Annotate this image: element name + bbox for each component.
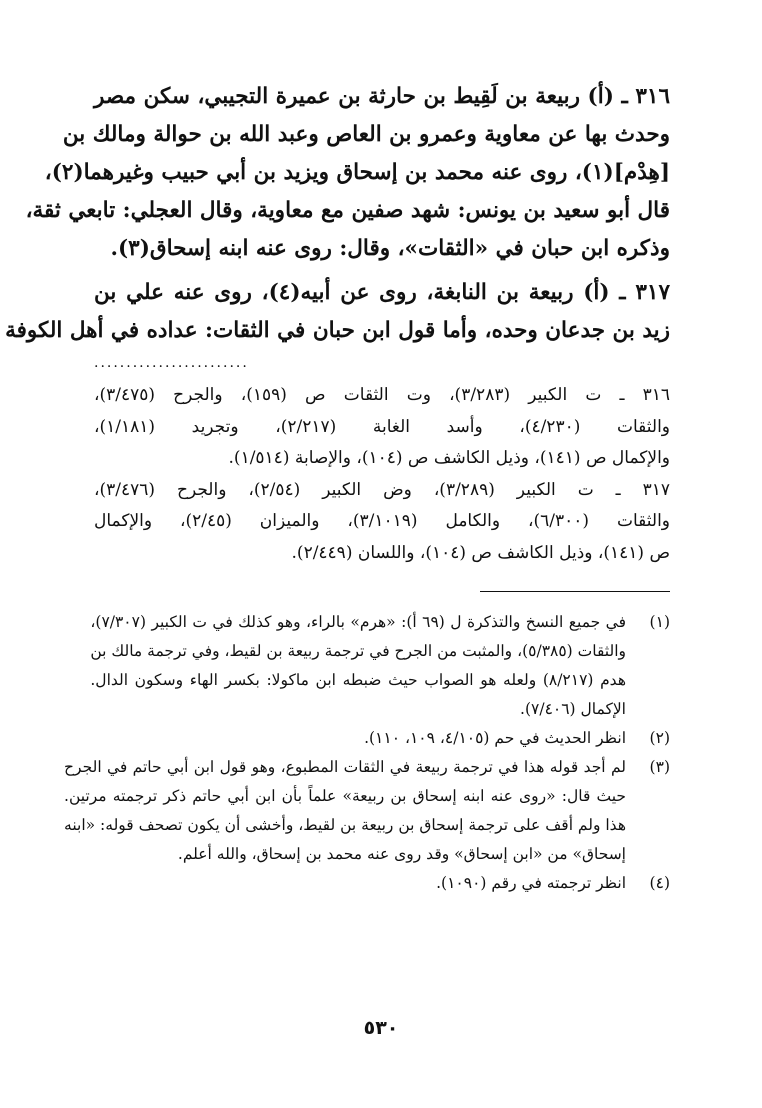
footnote-line: إسحاق» من «ابن إسحاق» وقد روى عنه محمد بن إسحاق، والله أعلم. [177, 845, 626, 863]
footnote-line: والثقات (٥/٣٨٥)، والمثبت من الجرح في ترجمة ربيعة بن لقيط، وفي ترجمة مالك بن [90, 642, 626, 660]
reference-317 [94, 475, 670, 570]
text-line: ٣١٧ ـ (أ) ربيعة بن النابغة، روى عن أبيه(٤)، روى عنه علي بن [94, 280, 670, 305]
footnote-line: انظر ترجمته في رقم (١٠٩٠). [436, 874, 626, 892]
footnote-line: في جميع النسخ والتذكرة ل (٦٩ أ): «هرم» بالراء، وهو كذلك في ت الكبير (٧/٣٠٧)، [90, 613, 626, 631]
reference-line: ص (١٤١)، وذيل الكاشف ص (١٠٤)، واللسان (٢/٤٤٩). [291, 542, 670, 563]
page-number: ٥٣٠ [363, 1017, 399, 1039]
footnote-number: (٤) [649, 874, 670, 892]
footnote-2 [94, 724, 670, 753]
footnote-separator [480, 591, 670, 592]
footnote-body [94, 724, 626, 753]
footnote-4 [94, 869, 670, 898]
reference-line: والإكمال ص (١٤١)، وذيل الكاشف ص (١٠٤)، والإصابة (١/٥١٤). [228, 448, 670, 468]
footnote-body [94, 869, 626, 898]
footnote-line: هذا ولم أقف على ترجمة إسحاق بن ربيعة بن لقيط، وأخشى أن يكون تصحف قوله: «ابنه [64, 816, 626, 834]
footnote-line: الإكمال (٧/٤٠٦). [520, 700, 626, 718]
footnote-number: (١) [649, 613, 670, 631]
book-page [5, 78, 671, 1108]
reference-line: والثقات (٦/٣٠٠)، والكامل (٣/١٠١٩)، والميزان (٢/٤٥)، والإكمال [94, 511, 670, 531]
references-block [94, 380, 670, 569]
reference-line: والثقات (٤/٢٣٠)، وأسد الغابة (٢/٢١٧)، وتجريد (١/١٨١)، [94, 416, 670, 437]
footnote-line: حيث قال: «روى عنه ابنه إسحاق بن ربيعة» علماً بأن ابن أبي حاتم ذكر ترجمته مرتين. [64, 787, 626, 805]
reference-line: ٣١٦ ـ ت الكبير (٣/٢٨٣)، وت الثقات ص (١٥٩)، والجرح (٣/٤٧٥)، [94, 385, 671, 405]
footnote-body [90, 608, 626, 724]
entry-316 [25, 78, 670, 268]
text-line: ٣١٦ ـ (أ) ربيعة بن لَقِيط بن حارثة بن عميرة التجيبي، سكن مصر [94, 84, 670, 109]
footnote-number: (٣) [649, 758, 670, 776]
text-line: قال أبو سعيد بن يونس: شهد صفين مع معاوية، وقال العجلي: تابعي ثقة، [25, 198, 670, 223]
text-line: وحدث بها عن معاوية وعمرو بن العاص وعبد الله بن حوالة ومالك بن [62, 122, 670, 147]
text-line: وذكره ابن حبان في «الثقات»، وقال: روى عنه ابنه إسحاق(٣). [110, 236, 670, 261]
continuation-dots: ........................ [94, 355, 249, 371]
text-line: زيد بن جدعان وحده، وأما قول ابن حبان في الثقات: عداده في أهل الكوفة [5, 318, 670, 343]
text-line: [هِدْم](١)، روى عنه محمد بن إسحاق ويزيد بن أبي حبيب وغيرهما(٢)، [44, 160, 670, 185]
footnotes [64, 608, 670, 898]
main-text [5, 78, 670, 350]
footnote-line: هدم (٨/٢١٧) ولعله هو الصواب حيث ضبطه ابن ماكولا: بكسر الهاء وسكون الدال. [90, 671, 626, 689]
footnote-1 [90, 608, 670, 724]
footnote-line: انظر الحديث في حم (٤/١٠٥، ١٠٩، ١١٠). [364, 729, 626, 747]
footnote-body [64, 753, 626, 869]
reference-316 [94, 380, 670, 475]
footnote-3 [64, 753, 670, 869]
footnote-number: (٢) [649, 729, 670, 747]
reference-line: ٣١٧ ـ ت الكبير (٣/٢٨٩)، وض الكبير (٢/٥٤)، والجرح (٣/٤٧٦)، [94, 479, 671, 500]
entry-317 [5, 274, 670, 350]
footnote-line: لم أجد قوله هذا في ترجمة ربيعة في الثقات المطبوع، وهو قول ابن أبي حاتم في الجرح [64, 758, 626, 776]
